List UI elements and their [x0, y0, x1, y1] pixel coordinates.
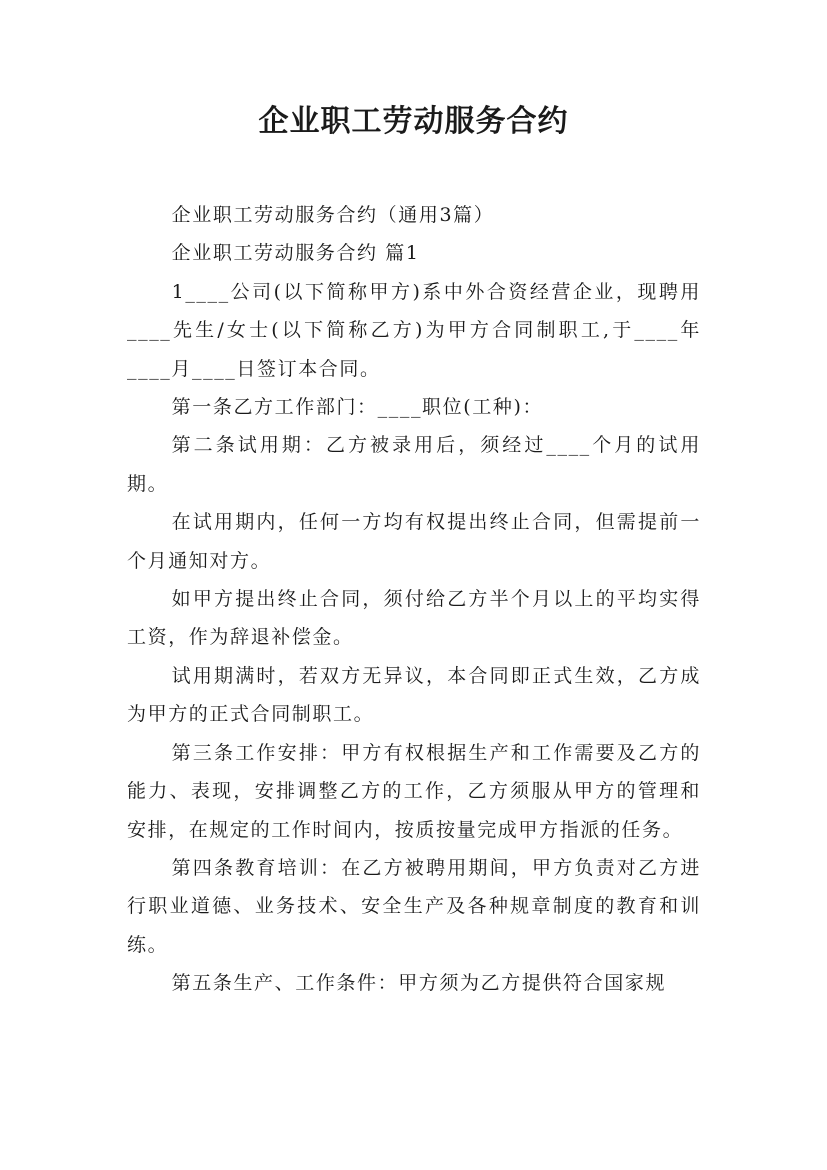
- paragraph-article-3: 第三条工作安排：甲方有权根据生产和工作需要及乙方的能力、表现，安排调整乙方的工作，乙方须服从甲方的管理和安排，在规定的工作时间内，按质按量完成甲方指派的任务。: [127, 741, 701, 841]
- document-title: 企业职工劳动服务合约: [258, 104, 569, 139]
- paragraph-article-1: 第一条乙方工作部门：____职位(工种)：: [171, 396, 544, 419]
- paragraph-article-2: 第二条试用期：乙方被录用后，须经过____个月的试用期。: [127, 434, 701, 495]
- paragraph-probation-termination: 在试用期内，任何一方均有权提出终止合同，但需提前一个月通知对方。: [127, 511, 701, 572]
- paragraph-article-4: 第四条教育培训：在乙方被聘用期间，甲方负责对乙方进行职业道德、业务技术、安全生产及各种规章制度的教育和训练。: [127, 856, 701, 956]
- paragraph-article-5: 第五条生产、工作条件：甲方须为乙方提供符合国家规: [171, 972, 667, 995]
- paragraph-section-heading: 企业职工劳动服务合约 篇1: [171, 242, 420, 265]
- document-body: [127, 196, 701, 1003]
- paragraph-probation-end: 试用期满时，若双方无异议，本合同即正式生效，乙方成为甲方的正式合同制职工。: [127, 664, 701, 726]
- paragraph-severance: 如甲方提出终止合同，须付给乙方半个月以上的平均实得工资，作为辞退补偿金。: [127, 588, 701, 649]
- paragraph-collection-title: 企业职工劳动服务合约（通用3篇）: [171, 204, 495, 226]
- paragraph-preamble: 1____公司(以下简称甲方)系中外合资经营企业，现聘用____先生/女士(以下简称乙方)为甲方合同制职工,于____年____月____日签订本合同。: [127, 280, 701, 380]
